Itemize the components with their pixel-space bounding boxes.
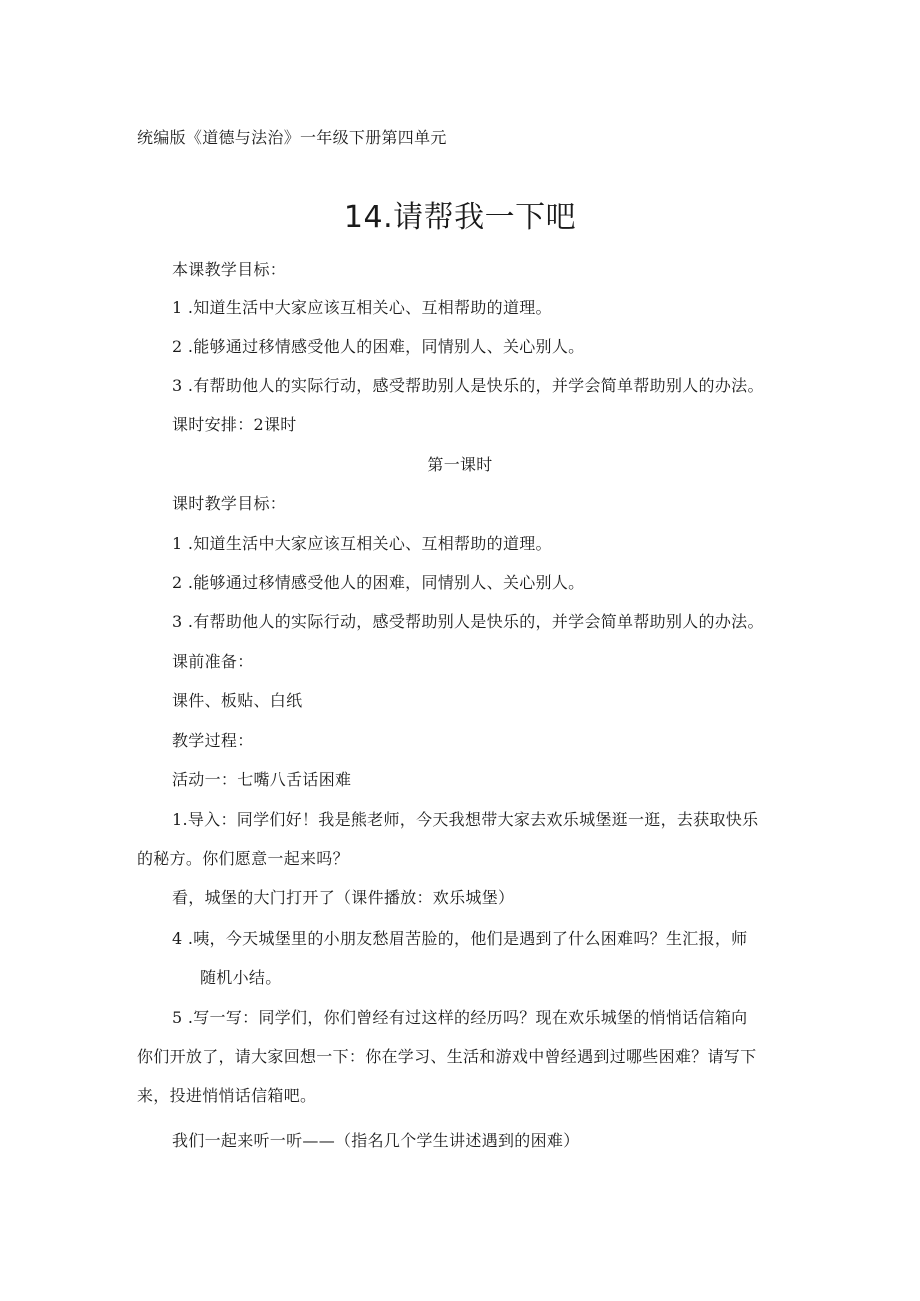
lesson-goal-item: 1 .知道生活中大家应该互相关心、互相帮助的道理。 <box>172 534 552 553</box>
listen-line: 我们一起来听一听——（指名几个学生讲述遇到的困难） <box>172 1131 580 1150</box>
step-5-line: 5 .写一写：同学们，你们曾经有过这样的经历吗？现在欢乐城堡的悄悄话信箱向 <box>172 1008 748 1027</box>
course-goals-heading: 本课教学目标： <box>172 260 287 279</box>
prep-heading: 课前准备： <box>172 652 254 671</box>
schedule: 课时安排：2课时 <box>172 415 297 434</box>
unit-header: 统编版《道德与法治》一年级下册第四单元 <box>137 128 447 147</box>
step-5-line: 来，投进悄悄话信箱吧。 <box>137 1086 317 1105</box>
course-goal-item: 3 .有帮助他人的实际行动，感受帮助别人是快乐的，并学会简单帮助别人的办法。 <box>172 376 764 395</box>
look-line: 看，城堡的大门打开了（课件播放：欢乐城堡） <box>172 888 515 907</box>
course-goal-item: 1 .知道生活中大家应该互相关心、互相帮助的道理。 <box>172 298 552 317</box>
lesson-goal-item: 2 .能够通过移情感受他人的困难，同情别人、关心别人。 <box>172 573 585 592</box>
step-4-line: 随机小结。 <box>200 968 282 987</box>
step-4-line: 4 .咦，今天城堡里的小朋友愁眉苦脸的，他们是遇到了什么困难吗？生汇报，师 <box>172 929 748 948</box>
step-1-line: 的秘方。你们愿意一起来吗？ <box>137 849 349 868</box>
lesson-goal-item: 3 .有帮助他人的实际行动，感受帮助别人是快乐的，并学会简单帮助别人的办法。 <box>172 612 764 631</box>
process-heading: 教学过程： <box>172 731 254 750</box>
lesson-one-heading: 第一课时 <box>427 455 493 474</box>
lesson-title: 14.请帮我一下吧 <box>343 200 577 235</box>
lesson-goals-heading: 课时教学目标： <box>172 494 287 513</box>
prep-items: 课件、板贴、白纸 <box>172 691 303 710</box>
course-goal-item: 2 .能够通过移情感受他人的困难，同情别人、关心别人。 <box>172 337 585 356</box>
step-1-line: 1.导入：同学们好！我是熊老师，今天我想带大家去欢乐城堡逛一逛，去获取快乐 <box>172 810 759 829</box>
step-5-line: 你们开放了，请大家回想一下：你在学习、生活和游戏中曾经遇到过哪些困难？请写下 <box>137 1047 757 1066</box>
activity-one-heading: 活动一：七嘴八舌话困难 <box>172 770 352 789</box>
